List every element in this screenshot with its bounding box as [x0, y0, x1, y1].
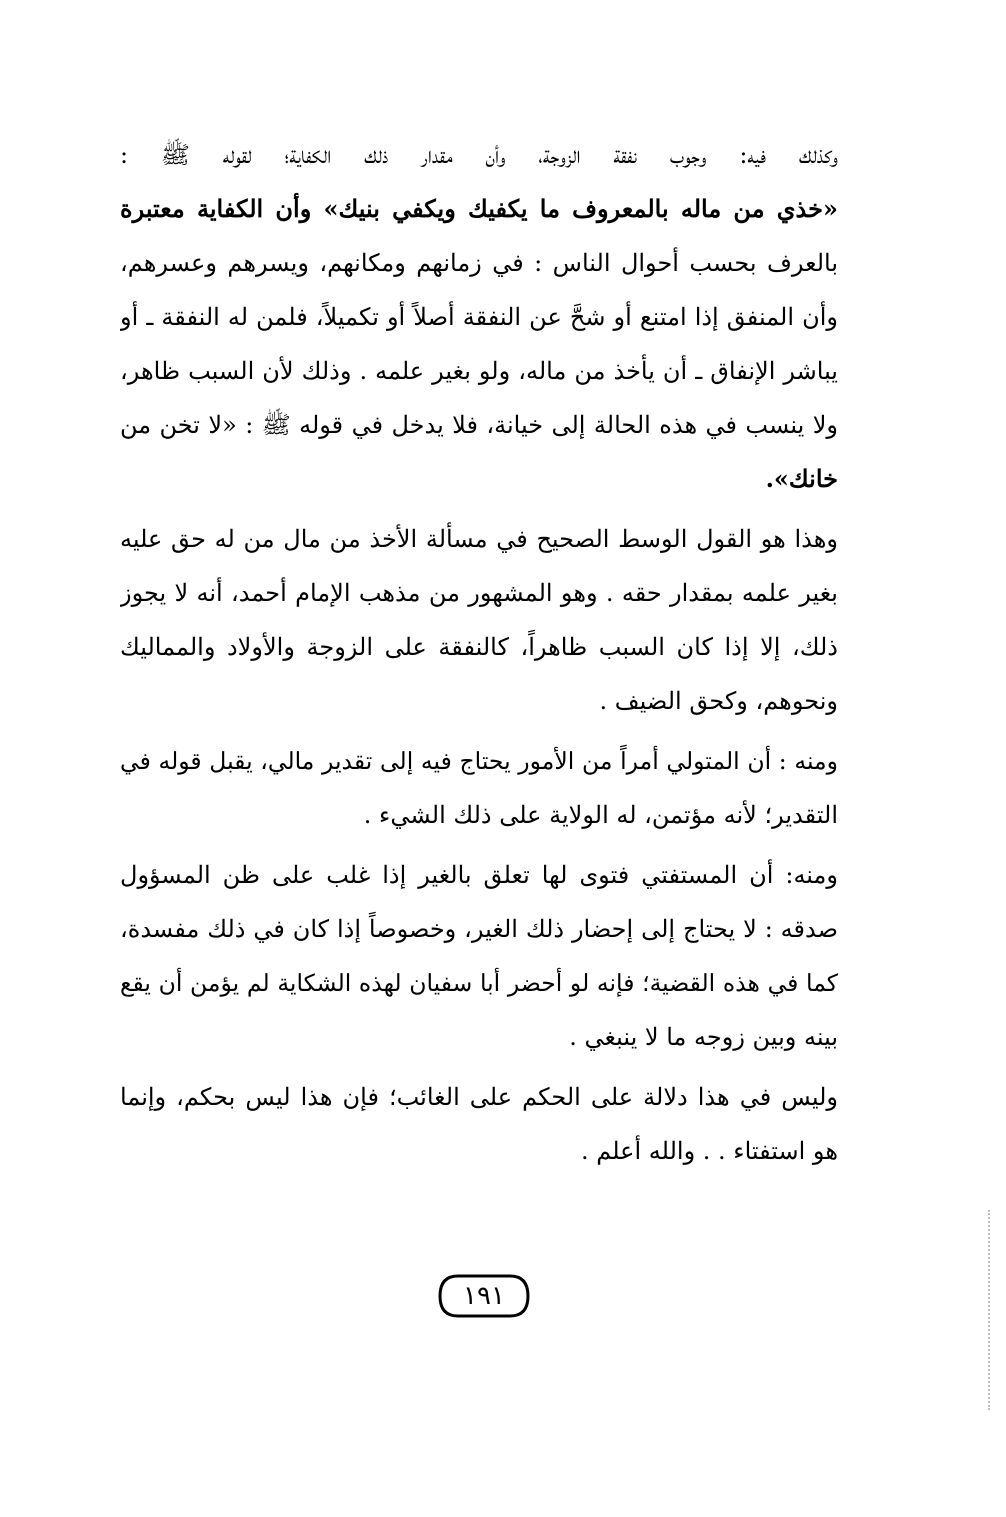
- text-line: ومنه : أن المتولي أمراً من الأمور يحتاج فيه إلى تقدير مالي، يقبل قوله في: [120, 747, 838, 775]
- page-number: [436, 1270, 532, 1322]
- text-line: وهذا هو القول الوسط الصحيح في مسألة الأخذ من مال من له حق عليه: [120, 525, 838, 553]
- text-line: بينه وبين زوجه ما لا ينبغي .: [569, 1023, 838, 1051]
- text-line: ولا ينسب في هذه الحالة إلى خيانة، فلا يدخل في قوله ﷺ : «لا تخن من: [120, 411, 838, 439]
- paragraph-1: [120, 128, 838, 506]
- text-line: وليس في هذا دلالة على الحكم على الغائب؛ فإن هذا ليس بحكم، وإنما: [120, 1083, 838, 1111]
- text-line: خانك».: [765, 464, 838, 493]
- scan-edge-mark: [988, 1210, 992, 1410]
- text-line: هو استفتاء . . والله أعلم .: [580, 1137, 838, 1165]
- text-line: ذلك، إلا إذا كان السبب ظاهراً، كالنفقة على الزوجة والأولاد والمماليك: [120, 633, 838, 661]
- paragraph-5: [120, 1070, 838, 1178]
- text-line: صدقه : لا يحتاج إلى إحضار ذلك الغير، وخصوصاً إذا كان في ذلك مفسدة،: [120, 915, 838, 943]
- text-line: بالعرف بحسب أحوال الناس : في زمانهم ومكانهم، ويسرهم وعسرهم،: [120, 249, 838, 277]
- page-body-text: [120, 128, 838, 1184]
- text-line: وأن المنفق إذا امتنع أو شحَّ عن النفقة أصلاً أو تكميلاً، فلمن له النفقة ـ أو: [120, 303, 838, 331]
- text-line: ومنه: أن المستفتي فتوى لها تعلق بالغير إذا غلب على ظن المسؤول: [120, 861, 838, 889]
- text-line: كما في هذه القضية؛ فإنه لو أحضر أبا سفيان لهذه الشكاية لم يؤمن أن يقع: [120, 969, 838, 997]
- text-line: التقدير؛ لأنه مؤتمن، له الولاية على ذلك الشيء .: [363, 801, 838, 829]
- paragraph-4: [120, 848, 838, 1064]
- paragraph-3: [120, 734, 838, 842]
- text-line: بغير علمه بمقدار حقه . وهو المشهور من مذهب الإمام أحمد، أنه لا يجوز: [120, 579, 838, 607]
- text-line: يباشر الإنفاق ـ أن يأخذ من ماله، ولو بغير علمه . وذلك لأن السبب ظاهر،: [120, 357, 838, 385]
- paragraph-2: [120, 512, 838, 728]
- page-number-label: ١٩١: [463, 1281, 505, 1311]
- text-line: وكذلك فيه: وجوب نفقة الزوجة، وأن مقدار ذلك الكفاية؛ لقوله ﷺ :: [120, 141, 838, 169]
- text-line: ونحوهم، وكحق الضيف .: [599, 687, 838, 715]
- text-line: «خذي من ماله بالمعروف ما يكفيك ويكفي بنيك» وأن الكفاية معتبرة: [120, 194, 838, 223]
